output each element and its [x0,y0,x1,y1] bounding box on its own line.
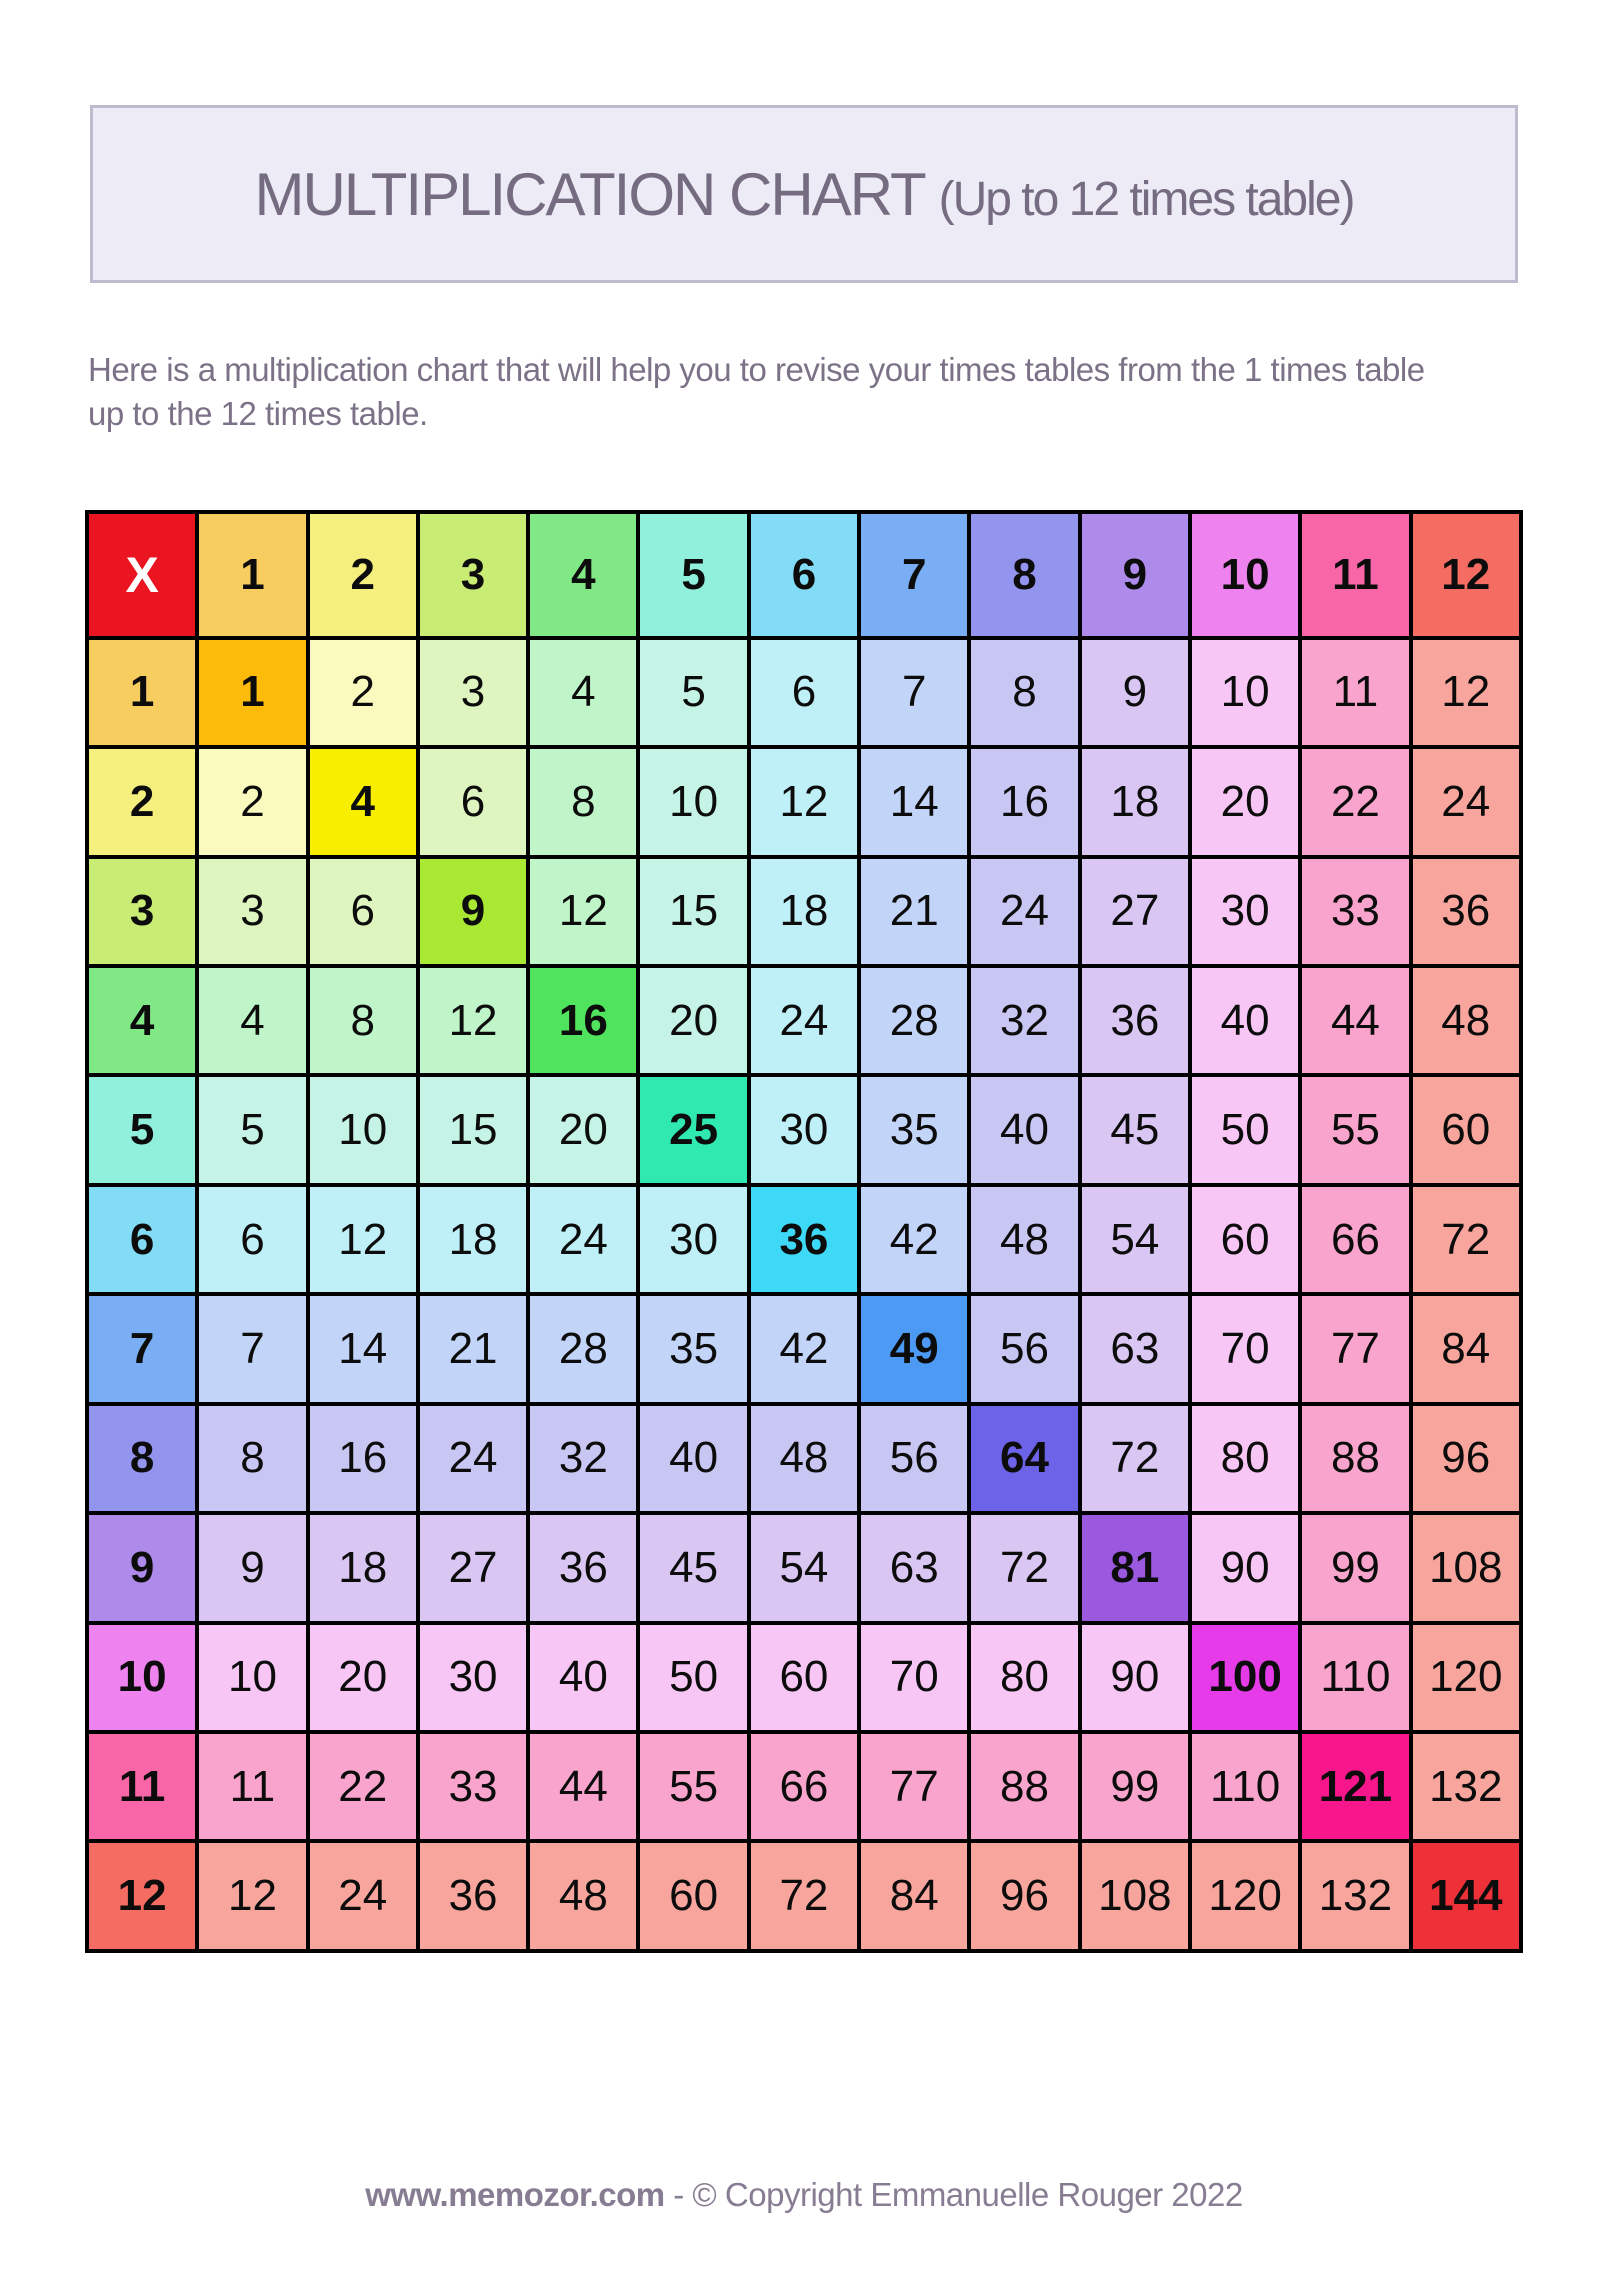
diagonal-cell: 100 [1190,1623,1300,1732]
product-cell: 70 [859,1623,969,1732]
product-cell: 7 [859,638,969,747]
table-row [87,1623,1521,1732]
product-cell: 63 [1080,1294,1190,1403]
product-cell: 66 [1300,1185,1410,1294]
product-cell: 9 [1080,638,1190,747]
footer-copyright: - © Copyright Emmanuelle Rouger 2022 [664,2176,1243,2213]
product-cell: 84 [1411,1294,1521,1403]
column-header-cell: 9 [1080,512,1190,638]
product-cell: 18 [418,1185,528,1294]
product-cell: 110 [1300,1623,1410,1732]
column-header-cell: 5 [638,512,748,638]
title-main: MULTIPLICATION CHART [254,160,925,228]
column-header-cell: 6 [749,512,859,638]
product-cell: 12 [749,747,859,856]
column-header-cell: 2 [308,512,418,638]
product-cell: 18 [749,857,859,966]
product-cell: 21 [418,1294,528,1403]
product-cell: 77 [1300,1294,1410,1403]
table-header-row [87,512,1521,638]
product-cell: 4 [528,638,638,747]
multiplication-table [85,510,1523,1953]
product-cell: 80 [969,1623,1079,1732]
product-cell: 8 [197,1404,307,1513]
product-cell: 42 [859,1185,969,1294]
table-row [87,857,1521,966]
row-header-cell: 11 [87,1732,197,1841]
diagonal-cell: 1 [197,638,307,747]
product-cell: 108 [1080,1841,1190,1951]
table-row [87,1732,1521,1841]
product-cell: 120 [1411,1623,1521,1732]
product-cell: 8 [308,966,418,1075]
product-cell: 54 [749,1513,859,1622]
product-cell: 63 [859,1513,969,1622]
row-header-cell: 3 [87,857,197,966]
product-cell: 12 [1411,638,1521,747]
product-cell: 108 [1411,1513,1521,1622]
column-header-cell: 1 [197,512,307,638]
product-cell: 55 [1300,1075,1410,1184]
product-cell: 45 [638,1513,748,1622]
product-cell: 35 [859,1075,969,1184]
product-cell: 72 [1080,1404,1190,1513]
row-header-cell: 4 [87,966,197,1075]
row-header-cell: 12 [87,1841,197,1951]
product-cell: 2 [308,638,418,747]
diagonal-cell: 121 [1300,1732,1410,1841]
product-cell: 2 [197,747,307,856]
product-cell: 48 [1411,966,1521,1075]
row-header-cell: 1 [87,638,197,747]
product-cell: 50 [638,1623,748,1732]
product-cell: 12 [197,1841,307,1951]
product-cell: 33 [418,1732,528,1841]
title-box [90,105,1518,283]
product-cell: 6 [308,857,418,966]
column-header-cell: 3 [418,512,528,638]
diagonal-cell: 25 [638,1075,748,1184]
product-cell: 8 [969,638,1079,747]
product-cell: 5 [197,1075,307,1184]
product-cell: 3 [418,638,528,747]
product-cell: 36 [528,1513,638,1622]
column-header-cell: 8 [969,512,1079,638]
product-cell: 15 [418,1075,528,1184]
product-cell: 32 [528,1404,638,1513]
row-header-cell: 6 [87,1185,197,1294]
product-cell: 35 [638,1294,748,1403]
product-cell: 24 [969,857,1079,966]
column-header-cell: 7 [859,512,969,638]
multiplication-table-body [87,512,1521,1951]
table-row [87,1075,1521,1184]
product-cell: 24 [749,966,859,1075]
product-cell: 22 [1300,747,1410,856]
footer [0,2176,1608,2214]
table-row [87,638,1521,747]
product-cell: 27 [418,1513,528,1622]
product-cell: 20 [638,966,748,1075]
row-header-cell: 2 [87,747,197,856]
row-header-cell: 9 [87,1513,197,1622]
product-cell: 10 [638,747,748,856]
diagonal-cell: 16 [528,966,638,1075]
diagonal-cell: 4 [308,747,418,856]
product-cell: 96 [1411,1404,1521,1513]
column-header-cell: 4 [528,512,638,638]
product-cell: 40 [1190,966,1300,1075]
product-cell: 15 [638,857,748,966]
corner-cell: X [87,512,197,638]
product-cell: 12 [528,857,638,966]
product-cell: 10 [1190,638,1300,747]
product-cell: 72 [749,1841,859,1951]
product-cell: 3 [197,857,307,966]
product-cell: 36 [418,1841,528,1951]
product-cell: 40 [969,1075,1079,1184]
product-cell: 99 [1300,1513,1410,1622]
product-cell: 88 [1300,1404,1410,1513]
product-cell: 33 [1300,857,1410,966]
product-cell: 22 [308,1732,418,1841]
product-cell: 32 [969,966,1079,1075]
product-cell: 4 [197,966,307,1075]
product-cell: 14 [859,747,969,856]
product-cell: 16 [308,1404,418,1513]
product-cell: 110 [1190,1732,1300,1841]
product-cell: 24 [418,1404,528,1513]
product-cell: 24 [528,1185,638,1294]
product-cell: 88 [969,1732,1079,1841]
diagonal-cell: 144 [1411,1841,1521,1951]
product-cell: 48 [969,1185,1079,1294]
diagonal-cell: 64 [969,1404,1079,1513]
product-cell: 55 [638,1732,748,1841]
product-cell: 70 [1190,1294,1300,1403]
product-cell: 16 [969,747,1079,856]
product-cell: 50 [1190,1075,1300,1184]
diagonal-cell: 49 [859,1294,969,1403]
product-cell: 20 [1190,747,1300,856]
diagonal-cell: 36 [749,1185,859,1294]
page-title [255,160,1354,229]
product-cell: 6 [197,1185,307,1294]
product-cell: 42 [749,1294,859,1403]
title-sub: (Up to 12 times table) [938,172,1354,226]
product-cell: 72 [1411,1185,1521,1294]
product-cell: 60 [638,1841,748,1951]
product-cell: 99 [1080,1732,1190,1841]
product-cell: 96 [969,1841,1079,1951]
product-cell: 56 [969,1294,1079,1403]
diagonal-cell: 9 [418,857,528,966]
product-cell: 120 [1190,1841,1300,1951]
table-row [87,1513,1521,1622]
product-cell: 48 [528,1841,638,1951]
product-cell: 132 [1300,1841,1410,1951]
product-cell: 28 [859,966,969,1075]
product-cell: 21 [859,857,969,966]
product-cell: 80 [1190,1404,1300,1513]
product-cell: 60 [1190,1185,1300,1294]
product-cell: 7 [197,1294,307,1403]
diagonal-cell: 81 [1080,1513,1190,1622]
column-header-cell: 10 [1190,512,1300,638]
product-cell: 12 [418,966,528,1075]
product-cell: 72 [969,1513,1079,1622]
product-cell: 40 [528,1623,638,1732]
product-cell: 36 [1411,857,1521,966]
product-cell: 44 [528,1732,638,1841]
product-cell: 6 [418,747,528,856]
column-header-cell: 12 [1411,512,1521,638]
column-header-cell: 11 [1300,512,1410,638]
product-cell: 48 [749,1404,859,1513]
product-cell: 14 [308,1294,418,1403]
table-row [87,1841,1521,1951]
description-line-1: Here is a multiplication chart that will help you to revise your times tables from the 1 times table [88,351,1425,388]
description-line-2: up to the 12 times table. [88,394,428,432]
product-cell: 11 [1300,638,1410,747]
product-cell: 27 [1080,857,1190,966]
product-cell: 6 [749,638,859,747]
product-cell: 132 [1411,1732,1521,1841]
product-cell: 20 [308,1623,418,1732]
row-header-cell: 10 [87,1623,197,1732]
product-cell: 9 [197,1513,307,1622]
product-cell: 12 [308,1185,418,1294]
product-cell: 18 [1080,747,1190,856]
product-cell: 66 [749,1732,859,1841]
product-cell: 8 [528,747,638,856]
table-row [87,747,1521,856]
row-header-cell: 8 [87,1404,197,1513]
product-cell: 40 [638,1404,748,1513]
product-cell: 30 [749,1075,859,1184]
product-cell: 10 [308,1075,418,1184]
product-cell: 30 [638,1185,748,1294]
product-cell: 28 [528,1294,638,1403]
description [88,348,1558,436]
product-cell: 18 [308,1513,418,1622]
product-cell: 90 [1190,1513,1300,1622]
product-cell: 24 [1411,747,1521,856]
product-cell: 36 [1080,966,1190,1075]
product-cell: 30 [1190,857,1300,966]
product-cell: 77 [859,1732,969,1841]
row-header-cell: 7 [87,1294,197,1403]
product-cell: 20 [528,1075,638,1184]
product-cell: 56 [859,1404,969,1513]
product-cell: 84 [859,1841,969,1951]
product-cell: 5 [638,638,748,747]
product-cell: 60 [749,1623,859,1732]
table-row [87,1294,1521,1403]
product-cell: 44 [1300,966,1410,1075]
product-cell: 11 [197,1732,307,1841]
product-cell: 24 [308,1841,418,1951]
table-row [87,1185,1521,1294]
footer-site: www.memozor.com [365,2176,665,2213]
product-cell: 60 [1411,1075,1521,1184]
product-cell: 90 [1080,1623,1190,1732]
product-cell: 54 [1080,1185,1190,1294]
row-header-cell: 5 [87,1075,197,1184]
table-row [87,966,1521,1075]
product-cell: 10 [197,1623,307,1732]
table-row [87,1404,1521,1513]
product-cell: 30 [418,1623,528,1732]
product-cell: 45 [1080,1075,1190,1184]
